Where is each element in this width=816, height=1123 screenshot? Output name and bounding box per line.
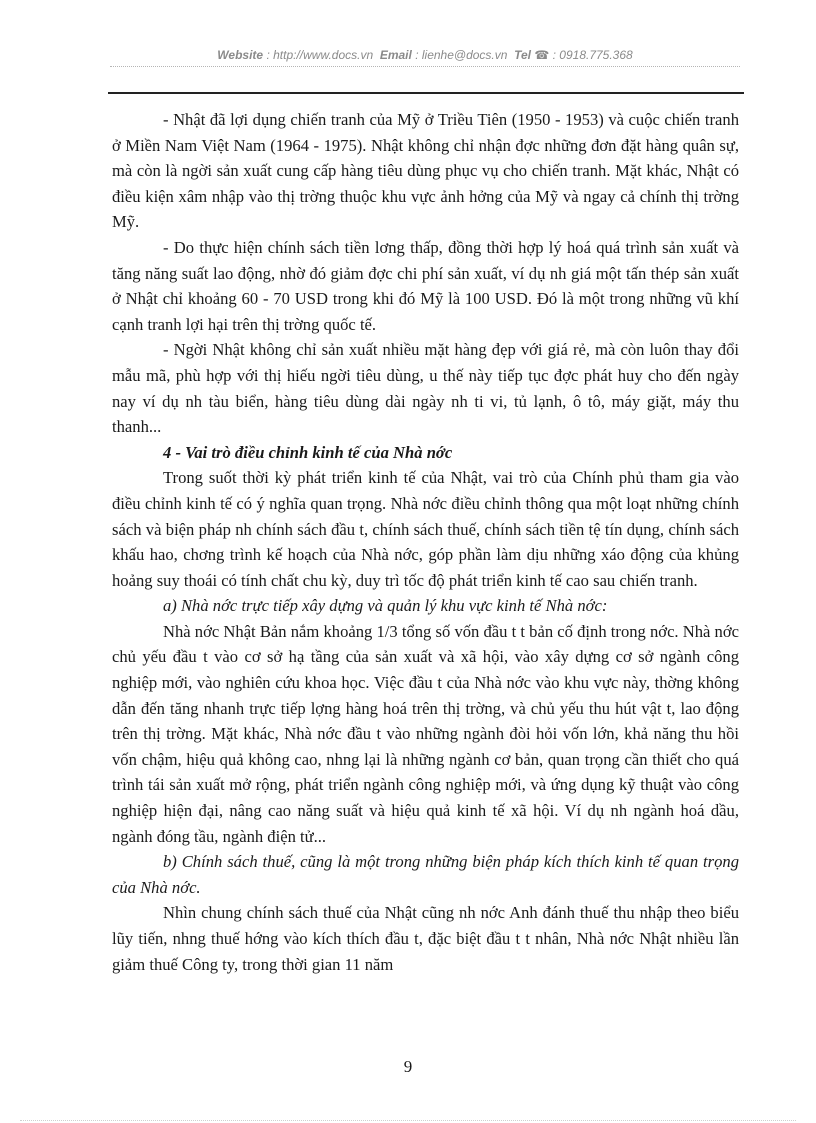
paragraph: - Do thực hiện chính sách tiền lơng thấp, đồng thời hợp lý hoá quá trình sản xuất và tăng năng suất lao động, nhờ đó giảm đợc chi phí sản xuất, ví dụ nh giá một tấn thép sản xuất ở Nhật chỉ khoảng 60 - 70 USD trong khi đó Mỹ là 100 USD. Đó là một trong những vũ khí cạnh tranh lợi hại trên thị trờng quốc tế. bbox=[112, 237, 739, 334]
footer-divider bbox=[20, 1120, 796, 1121]
subsection-a-title: a) Nhà nớc trực tiếp xây dựng và quản lý khu vực kinh tế Nhà nớc: bbox=[163, 596, 608, 616]
tel-value: ☎ : 0918.775.368 bbox=[534, 48, 633, 62]
page-number: 9 bbox=[403, 1057, 413, 1076]
email-link[interactable]: : lienhe@docs.vn bbox=[415, 48, 508, 62]
paragraph: Nhìn chung chính sách thuế của Nhật cũng nh nớc Anh đánh thuế thu nhập theo biểu lũy tiến, nhng thuế hớng vào kích thích đầu t, đặc biệt đầu t t nhân, Nhà nớc Nhật nhiều lần giảm thuế Công ty, trong thời gian 11 năm bbox=[112, 903, 739, 974]
section-heading: 4 - Vai trò điều chỉnh kinh tế của Nhà nớc bbox=[163, 442, 453, 462]
page-header bbox=[110, 48, 740, 67]
document-body bbox=[112, 107, 739, 977]
paragraph: Nhà nớc Nhật Bản nắm khoảng 1/3 tổng số vốn đầu t t bản cố định trong nớc. Nhà nớc chủ yếu đầu t vào cơ sở hạ tầng của sản xuất và xã hội, vào xây dựng cơ sở ngành công nghiệp mới, vào nghiên cứu khoa học. Việc đầu t của Nhà nớc vào khu vực này, thờng không dẫn đến tăng nhanh trực tiếp lợng hàng hoá trên thị trờng, và chủ yếu thu hút vật t, lao động trên thị trờng. Mặt khác, Nhà nớc đầu t vào những ngành đòi hỏi vốn lớn, khả năng thu hồi vốn chậm, hiệu quả không cao, nhng lại là những ngành cơ bản, quan trọng cần thiết cho quá trình tái sản xuất mở rộng, phát triển ngành công nghiệp mới, và ứng dụng kỹ thuật vào công nghiệp hiện đại, nâng cao năng suất và hiệu quả kinh tế xã hội. Ví dụ nh ngành hoá dầu, ngành đóng tầu, ngành điện tử... bbox=[112, 621, 739, 846]
website-label: Website bbox=[217, 48, 264, 62]
paragraph: - Nhật đã lợi dụng chiến tranh của Mỹ ở Triều Tiên (1950 - 1953) và cuộc chiến tranh ở Miền Nam Việt Nam (1964 - 1975). Nhật không chỉ nhận đợc những đơn đặt hàng quân sự, mà còn là ngời sản xuất cung cấp hàng tiêu dùng phục vụ cho chiến tranh. Mặt khác, Nhật có điều kiện xâm nhập vào thị trờng thuộc khu vực ảnh hởng của Mỹ và ngay cả chính thị trờng Mỹ. bbox=[112, 110, 739, 232]
tel-label: Tel bbox=[514, 48, 531, 62]
paragraph: Trong suốt thời kỳ phát triển kinh tế của Nhật, vai trò của Chính phủ tham gia vào điều chỉnh kinh tế có ý nghĩa quan trọng. Nhà nớc điều chỉnh thông qua một loạt những chính sách và biện pháp nh chính sách đầu t, chính sách thuế, chính sách tiền tệ tín dụng, chính sách khấu hao, chơng trình kế hoạch của Nhà nớc, góp phần làm dịu những xáo động của khủng hoảng suy thoái có tính chất chu kỳ, duy trì tốc độ phát triển kinh tế cao sau chiến tranh. bbox=[112, 468, 739, 590]
subsection-b-title: b) Chính sách thuế, cũng là một trong những biện pháp kích thích kinh tế quan trọng của Nhà nớc. bbox=[112, 852, 739, 897]
website-link[interactable]: : http://www.docs.vn bbox=[266, 48, 374, 62]
email-label: Email bbox=[379, 48, 412, 62]
paragraph: - Ngời Nhật không chỉ sản xuất nhiều mặt hàng đẹp với giá rẻ, mà còn luôn thay đổi mẫu mã, phù hợp với thị hiếu ngời tiêu dùng, u thế này tiếp tục đợc phát huy cho đến ngày nay ví dụ nh tàu biển, hàng tiêu dùng dài ngày nh ti vi, tủ lạnh, ô tô, máy giặt, máy thu thanh... bbox=[112, 340, 739, 437]
header-divider bbox=[108, 92, 744, 94]
